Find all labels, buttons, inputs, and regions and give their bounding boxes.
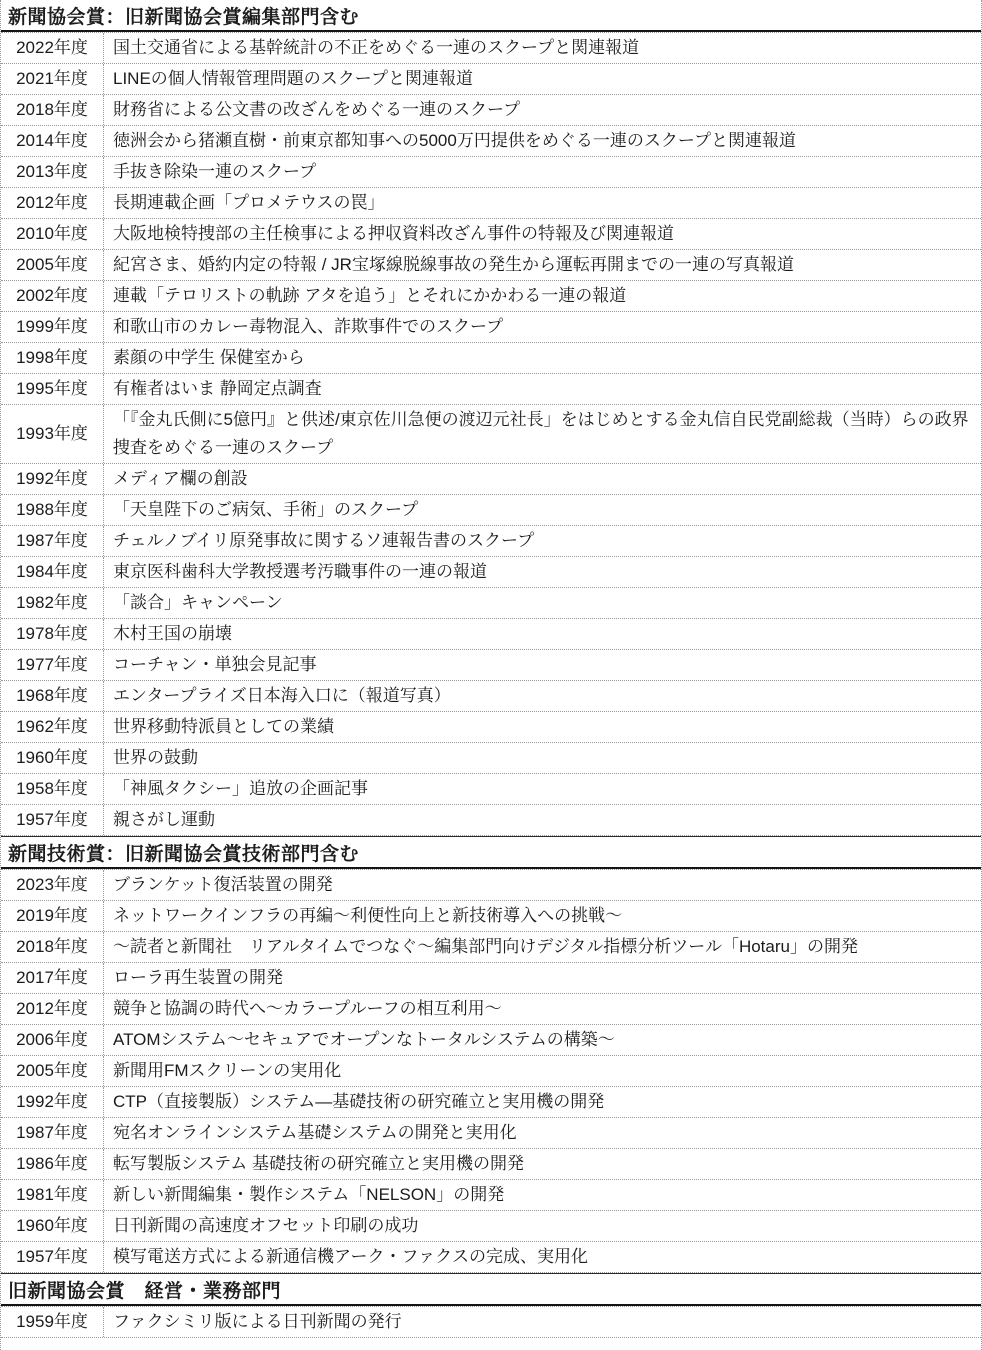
year-cell: 1988年度 bbox=[1, 495, 104, 525]
table-row bbox=[1, 281, 981, 312]
description-cell: ファクシミリ版による日刊新聞の発行 bbox=[113, 1312, 402, 1331]
description-cell: ローラ再生装置の開発 bbox=[113, 968, 283, 987]
year-cell: 2018年度 bbox=[1, 932, 104, 962]
year-cell: 2012年度 bbox=[1, 188, 104, 218]
year-cell: 1977年度 bbox=[1, 650, 104, 680]
description-cell: 親さがし運動 bbox=[113, 810, 215, 829]
year-cell: 1992年度 bbox=[1, 1087, 104, 1117]
description-cell: 徳洲会から猪瀬直樹・前東京都知事への5000万円提供をめぐる一連のスクープと関連報道 bbox=[113, 131, 796, 150]
table-row bbox=[1, 681, 981, 712]
description-cell: コーチャン・単独会見記事 bbox=[113, 655, 317, 674]
award-section bbox=[1, 836, 981, 1273]
section-rows bbox=[1, 1306, 981, 1338]
description-cell: CTP（直接製版）システム―基礎技術の研究確立と実用機の開発 bbox=[113, 1092, 605, 1111]
year-cell: 2018年度 bbox=[1, 95, 104, 125]
table-row bbox=[1, 994, 981, 1025]
year-cell: 1995年度 bbox=[1, 374, 104, 404]
table-row bbox=[1, 774, 981, 805]
description-cell: 連載「テロリストの軌跡 アタを追う」とそれにかかわる一連の報道 bbox=[113, 286, 627, 305]
description-cell: チェルノブイリ原発事故に関するソ連報告書のスクープ bbox=[113, 531, 535, 550]
table-row bbox=[1, 901, 981, 932]
description-cell: 世界移動特派員としての業績 bbox=[113, 717, 334, 736]
description-cell: ATOMシステム～セキュアでオープンなトータルシステムの構築～ bbox=[113, 1030, 615, 1049]
description-cell: 日刊新聞の高速度オフセット印刷の成功 bbox=[113, 1216, 419, 1235]
section-title: 新聞技術賞：旧新聞協会賞技術部門含む bbox=[8, 843, 360, 865]
description-cell: 模写電送方式による新通信機アーク・ファクスの完成、実用化 bbox=[113, 1247, 588, 1266]
year-cell: 2021年度 bbox=[1, 64, 104, 94]
description-cell: 競争と協調の時代へ～カラープルーフの相互利用～ bbox=[113, 999, 502, 1018]
year-cell: 1981年度 bbox=[1, 1180, 104, 1210]
description-cell: 手抜き除染一連のスクープ bbox=[113, 162, 317, 181]
table-row bbox=[1, 743, 981, 774]
year-cell: 1978年度 bbox=[1, 619, 104, 649]
year-cell: 2002年度 bbox=[1, 281, 104, 311]
table-row bbox=[1, 1180, 981, 1211]
description-cell: 「神風タクシー」追放の企画記事 bbox=[113, 779, 368, 798]
year-cell: 2022年度 bbox=[1, 33, 104, 63]
year-cell: 2006年度 bbox=[1, 1025, 104, 1055]
year-cell: 2005年度 bbox=[1, 1056, 104, 1086]
description-cell: ～読者と新聞社 リアルタイムでつなぐ～編集部門向けデジタル指標分析ツール「Hotaru」の開発 bbox=[113, 937, 858, 956]
description-cell: 素顔の中学生 保健室から bbox=[113, 348, 305, 367]
description-cell: 大阪地検特捜部の主任検事による押収資料改ざん事件の特報及び関連報道 bbox=[113, 224, 674, 243]
section-rows bbox=[1, 32, 981, 836]
description-cell: 有権者はいま 静岡定点調査 bbox=[113, 379, 322, 398]
table-row bbox=[1, 126, 981, 157]
description-cell: 長期連載企画「プロメテウスの罠」 bbox=[113, 193, 385, 212]
description-cell: 「天皇陛下のご病気、手術」のスクープ bbox=[113, 500, 419, 519]
table-row bbox=[1, 250, 981, 281]
section-header bbox=[1, 0, 981, 32]
table-row bbox=[1, 1307, 981, 1338]
award-section bbox=[1, 0, 981, 836]
year-cell: 1987年度 bbox=[1, 526, 104, 556]
table-row bbox=[1, 1242, 981, 1273]
description-cell: 転写製版システム 基礎技術の研究確立と実用機の開発 bbox=[113, 1154, 525, 1173]
table-row bbox=[1, 374, 981, 405]
description-cell: 木村王国の崩壊 bbox=[113, 624, 232, 643]
year-cell: 1982年度 bbox=[1, 588, 104, 618]
table-row bbox=[1, 64, 981, 95]
description-cell: ブランケット復活装置の開発 bbox=[113, 875, 333, 894]
description-cell: エンタープライズ日本海入口に（報道写真） bbox=[113, 686, 451, 705]
table-row bbox=[1, 219, 981, 250]
description-cell: LINEの個人情報管理問題のスクープと関連報道 bbox=[113, 69, 473, 88]
table-row bbox=[1, 870, 981, 901]
year-cell: 2019年度 bbox=[1, 901, 104, 931]
year-cell: 1960年度 bbox=[1, 1211, 104, 1241]
table-row bbox=[1, 188, 981, 219]
year-cell: 1962年度 bbox=[1, 712, 104, 742]
table-row bbox=[1, 95, 981, 126]
description-cell: 世界の鼓動 bbox=[113, 748, 198, 767]
description-cell: 新しい新聞編集・製作システム「NELSON」の開発 bbox=[113, 1185, 505, 1204]
year-cell: 2013年度 bbox=[1, 157, 104, 187]
description-cell: 東京医科歯科大学教授選考汚職事件の一連の報道 bbox=[113, 562, 487, 581]
year-cell: 1959年度 bbox=[1, 1307, 104, 1337]
year-cell: 2014年度 bbox=[1, 126, 104, 156]
table-row bbox=[1, 526, 981, 557]
award-section bbox=[1, 1273, 981, 1338]
table-row bbox=[1, 650, 981, 681]
year-cell: 2017年度 bbox=[1, 963, 104, 993]
table-row bbox=[1, 963, 981, 994]
description-cell: メディア欄の創設 bbox=[113, 469, 248, 488]
table-row bbox=[1, 1025, 981, 1056]
year-cell: 1958年度 bbox=[1, 774, 104, 804]
year-cell: 1987年度 bbox=[1, 1118, 104, 1148]
year-cell: 2012年度 bbox=[1, 994, 104, 1024]
table-row bbox=[1, 805, 981, 836]
description-cell: 和歌山市のカレー毒物混入、詐欺事件でのスクープ bbox=[113, 317, 504, 336]
table-row bbox=[1, 557, 981, 588]
section-title: 旧新聞協会賞 経営・業務部門 bbox=[8, 1280, 282, 1302]
year-cell: 2005年度 bbox=[1, 250, 104, 280]
table-row bbox=[1, 1056, 981, 1087]
year-cell: 1986年度 bbox=[1, 1149, 104, 1179]
year-cell: 1984年度 bbox=[1, 557, 104, 587]
table-row bbox=[1, 1087, 981, 1118]
section-title: 新聞協会賞：旧新聞協会賞編集部門含む bbox=[8, 6, 360, 28]
description-cell: 紀宮さま、婚約内定の特報 / JR宝塚線脱線事故の発生から運転再開までの一連の写真報道 bbox=[113, 255, 794, 274]
table-row bbox=[1, 343, 981, 374]
year-cell: 1957年度 bbox=[1, 1242, 104, 1272]
table-row bbox=[1, 1211, 981, 1242]
description-cell: 「『金丸氏側に5億円』と供述/東京佐川急便の渡辺元社長」をはじめとする金丸信自民党副総裁（当時）らの政界捜査をめぐる一連のスクープ bbox=[113, 410, 969, 457]
table-row bbox=[1, 1149, 981, 1180]
table-row bbox=[1, 932, 981, 963]
year-cell: 1998年度 bbox=[1, 343, 104, 373]
year-cell: 2010年度 bbox=[1, 219, 104, 249]
description-cell: 「談合」キャンペーン bbox=[113, 593, 283, 612]
section-header bbox=[1, 836, 981, 869]
year-cell: 1992年度 bbox=[1, 464, 104, 494]
table-row bbox=[1, 1118, 981, 1149]
section-header bbox=[1, 1273, 981, 1306]
table-row bbox=[1, 33, 981, 64]
table-row bbox=[1, 157, 981, 188]
table-row bbox=[1, 588, 981, 619]
year-cell: 2023年度 bbox=[1, 870, 104, 900]
year-cell: 1968年度 bbox=[1, 681, 104, 711]
description-cell: 宛名オンラインシステム基礎システムの開発と実用化 bbox=[113, 1123, 517, 1142]
table-row bbox=[1, 712, 981, 743]
table-row bbox=[1, 619, 981, 650]
table-row bbox=[1, 312, 981, 343]
description-cell: 新聞用FMスクリーンの実用化 bbox=[113, 1061, 342, 1080]
year-cell: 1993年度 bbox=[1, 405, 104, 463]
table-row bbox=[1, 464, 981, 495]
description-cell: 国土交通省による基幹統計の不正をめぐる一連のスクープと関連報道 bbox=[113, 38, 640, 57]
section-rows bbox=[1, 869, 981, 1273]
year-cell: 1957年度 bbox=[1, 805, 104, 835]
year-cell: 1960年度 bbox=[1, 743, 104, 773]
description-cell: ネットワークインフラの再編～利便性向上と新技術導入への挑戦～ bbox=[113, 906, 623, 925]
table-row bbox=[1, 495, 981, 526]
table-row bbox=[1, 405, 981, 464]
description-cell: 財務省による公文書の改ざんをめぐる一連のスクープ bbox=[113, 100, 521, 119]
year-cell: 1999年度 bbox=[1, 312, 104, 342]
